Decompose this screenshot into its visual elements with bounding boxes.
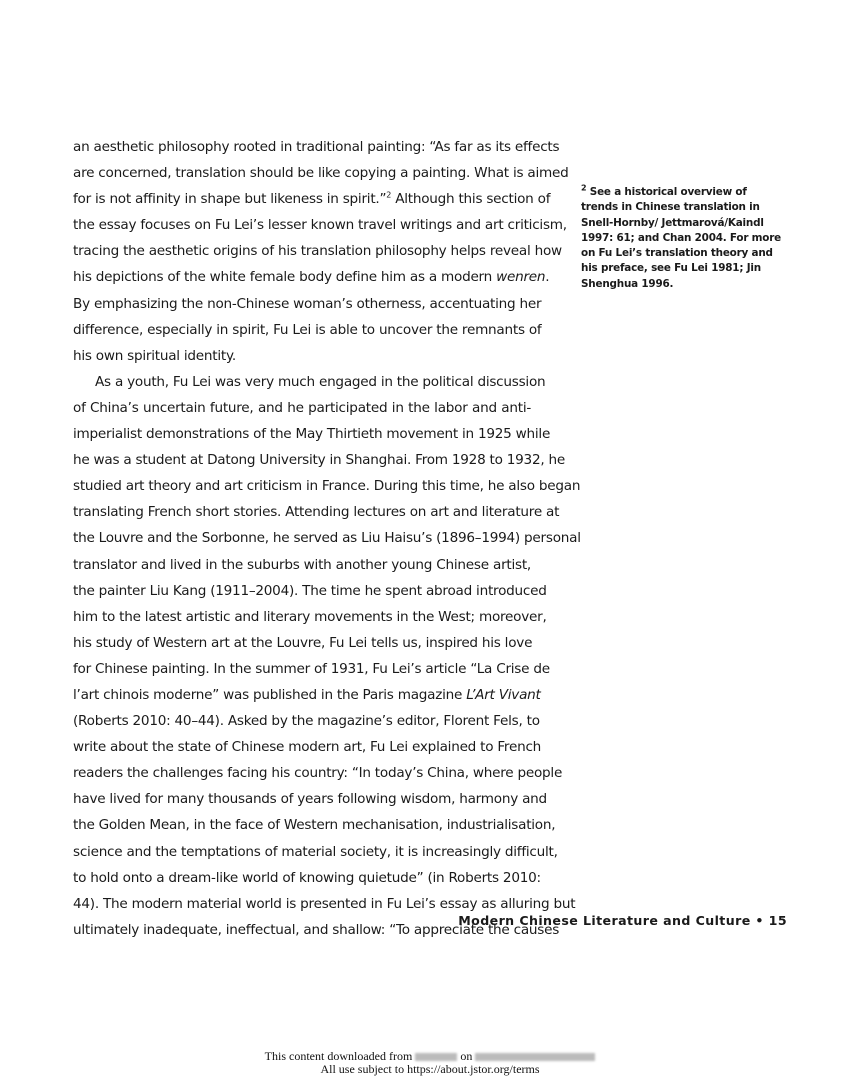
text-line: his depictions of the white female body define him as a modern wenren. [73,269,550,286]
text-line: he was a student at Datong University in Shanghai. From 1928 to 1932, he [73,452,565,469]
text-line: him to the latest artistic and literary movements in the West; moreover, [73,608,547,625]
body-text [73,134,581,943]
text-line: the Golden Mean, in the face of Western mechanisation, industrialisation, [73,817,556,834]
sidenote-text: See a historical overview of trends in Chinese translation in Snell-Hornby/ Jettmarová/Kaindl 1997: 61; and Chan 2004. For more on Fu Lei’s translation theory and his preface, see Fu Lei 1981; Jin Shenghua 1996. [581,186,782,290]
text-line: write about the state of Chinese modern art, Fu Lei explained to French [73,739,542,756]
text-line: the Louvre and the Sorbonne, he served as Liu Haisu’s (1896–1994) personal [73,530,581,547]
footer-terms: All use subject to https://about.jstor.org/terms [320,1062,540,1076]
text-line: science and the temptations of material society, it is increasingly difficult, [73,843,558,860]
footer-download-text: This content downloaded from [264,1049,416,1063]
text-line: the painter Liu Kang (1911–2004). The time he spent abroad introduced [73,582,547,599]
text-line: As a youth, Fu Lei was very much engaged in the political discussion [95,373,546,390]
text-line: to hold onto a dream-like world of knowing quietude” (in Roberts 2010: [73,869,541,886]
sidenote [581,185,786,292]
text-line: difference, especially in spirit, Fu Lei is able to uncover the remnants of [73,321,542,338]
text-line: imperialist demonstrations of the May Thirtieth movement in 1925 while [73,426,551,443]
text-line: translating French short stories. Attending lectures on art and literature at [73,504,560,521]
text-line: By emphasizing the non-Chinese woman’s otherness, accentuating her [73,295,542,312]
text-line: 44). The modern material world is presented in Fu Lei’s essay as alluring but [73,895,576,912]
text-line: (Roberts 2010: 40–44). Asked by the magazine’s editor, Florent Fels, to [73,713,540,730]
text-line: translator and lived in the suburbs with another young Chinese artist, [73,556,531,573]
text-line: ultimately inadequate, ineffectual, and shallow: “To appreciate the causes [73,921,560,938]
text-line: studied art theory and art criticism in France. During this time, he also began [73,478,581,495]
footer-on-text: on [457,1049,476,1063]
text-line: are concerned, translation should be like copying a painting. What is aimed [73,165,569,182]
text-line: his own spiritual identity. [73,347,236,364]
text-line: the essay focuses on Fu Lei’s lesser known travel writings and art criticism, [73,217,567,234]
redacted-ip [415,1053,457,1061]
text-line: for is not affinity in shape but likeness in spirit.”$^2$ Although this section of [73,190,551,208]
sidenote-number: 2 [581,183,587,193]
paragraph [73,369,581,943]
page-folio: Modern Chinese Literature and Culture • 15 [458,913,787,928]
text-line: have lived for many thousands of years following wisdom, harmony and [73,791,547,808]
text-line: of China’s uncertain future, and he participated in the labor and anti- [73,399,531,416]
footnote-ref[interactable]: 2 [386,190,392,200]
paragraph [73,134,569,369]
redacted-date [475,1053,595,1061]
text-line: tracing the aesthetic origins of his translation philosophy helps reveal how [73,243,562,260]
text-line: an aesthetic philosophy rooted in traditional painting: “As far as its effects [73,139,560,155]
text-line: for Chinese painting. In the summer of 1931, Fu Lei’s article “La Crise de [73,660,550,677]
text-line: l’art chinois moderne” was published in the Paris magazine L’Art Vivant [73,686,541,703]
text-line: readers the challenges facing his country: “In today’s China, where people [73,765,563,782]
text-line: his study of Western art at the Louvre, Fu Lei tells us, inspired his love [73,634,533,651]
jstor-footer [0,1050,860,1076]
